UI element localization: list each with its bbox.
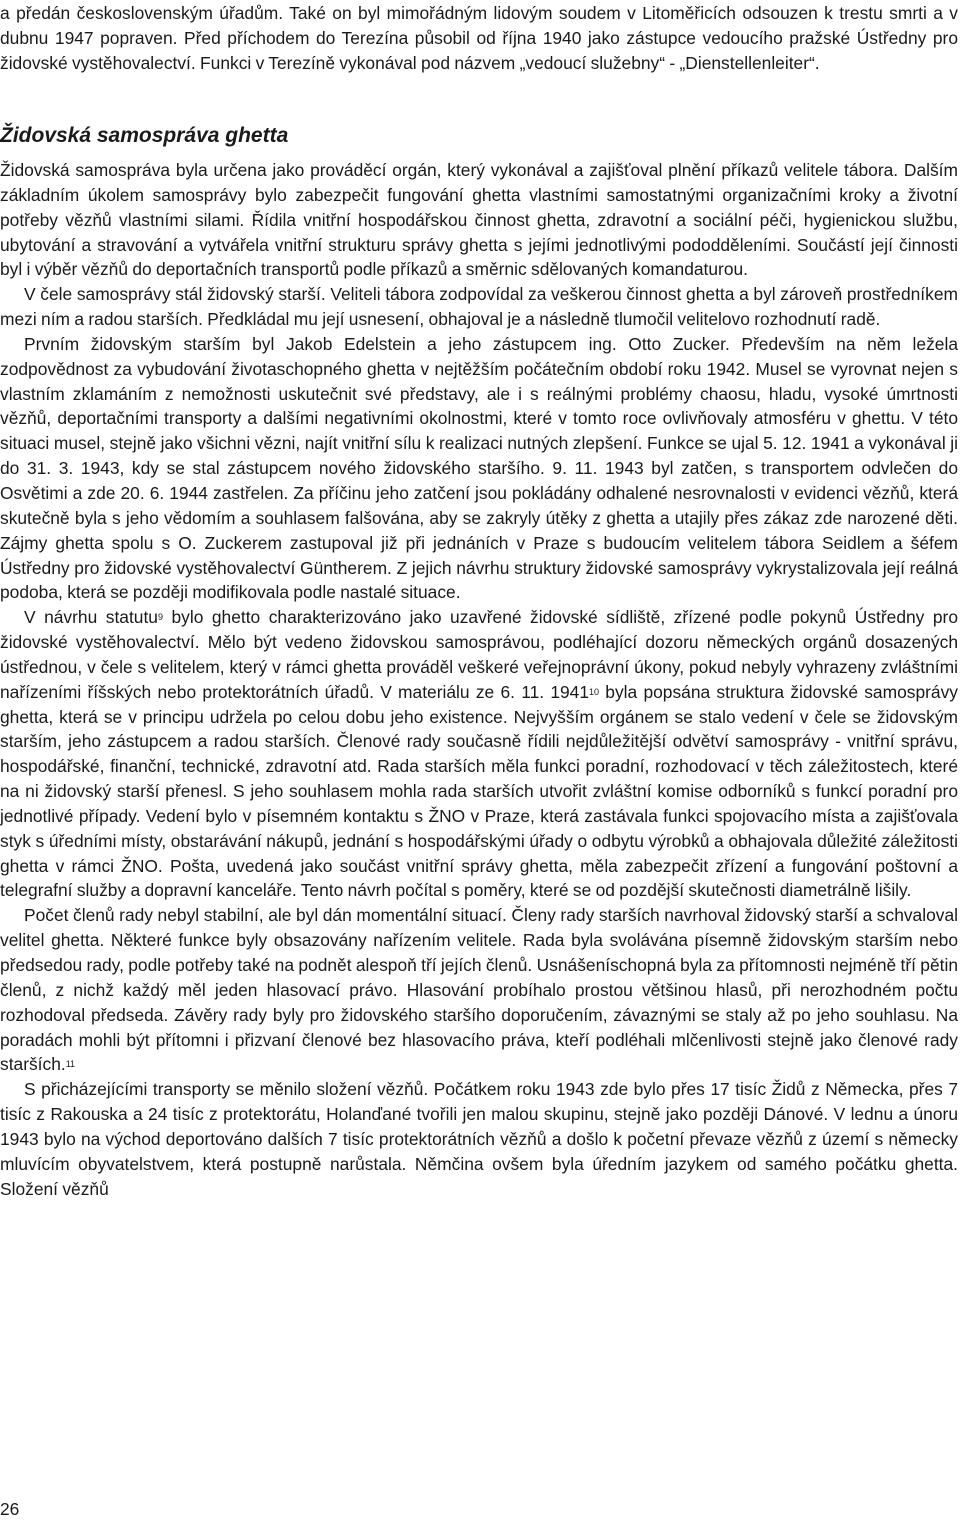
intro-text: a předán československým úřadům. Také on byl mimořádným lidovým soudem v Litoměřicích odsouzen k trestu smrti a v dubnu 1947 popraven. Před příchodem do Terezína působil od října 1940 jako zástupce vedoucího pražské Ústředny pro židovské vystěhovalectví. Funkci v Terezíně vykonával pod názvem „vedoucí služebny“ - „Dienstellenleiter“. xyxy=(0,3,958,73)
paragraph-5 xyxy=(0,903,958,1077)
page-number: 26 xyxy=(0,1499,20,1519)
footnote-ref-10: 10 xyxy=(589,686,600,697)
paragraph-4-part-c: byla popsána struktura židovské samosprávy ghetta, která se v principu udržela po celou dobu jeho existence. Nejvyšším orgánem se stalo vedení v čele se židovským starším, jeho zástupcem a radou starších. Členové rady současně řídili nejdůležitější odvětví samosprávy - vnitřní správu, hospodářské, finanční, technické, zdravotní atd. Rada starších měla funkci poradní, rozhodovací v těch záležitostech, které na ni židovský starší přenesl. S jeho souhlasem mohla rada starších utvořit zvláštní komise odborníků s funkcí poradní pro jednotlivé případy. Vedení bylo v písemném kontaktu s ŽNO v Praze, která zastávala funkci spojovacího místa a zajišťovala styk s úředními místy, obstarávání nákupů, jednání s hospodářskými úřady o odbytu výrobků a obhajovala důležité záležitosti ghetta v rámci ŽNO. Pošta, uvedená jako součást vnitřní správy ghetta, měla zabezpečit zřízení a fungování poštovní a telegrafní služby a dopravní kanceláře. Tento návrh počítal s poměry, které se od pozdější skutečnosti diametrálně lišily. xyxy=(0,681,958,901)
paragraph-3: Prvním židovským starším byl Jakob Edelstein a jeho zástupcem ing. Otto Zucker. Především na něm ležela zodpovědnost za vybudování životaschopného ghetta v nejtěžším počátečním období roku 1942. Musel se vyrovnat nejen s vlastním zklamáním z nemožnosti uskutečnit své představy, ale i s reálnými problémy chaosu, hladu, vysoké úmrtnosti vězňů, deportačními transporty a dalšími negativními okolnostmi, které v tomto roce ovlivňovaly atmosféru v ghettu. V této situaci musel, stejně jako všichni vězni, najít vnitřní sílu k realizaci nutných zlepšení. Funkce se ujal 5. 12. 1941 a vykonával ji do 31. 3. 1943, kdy se stal zástupcem nového židovského staršího. 9. 11. 1943 byl zatčen, s transportem odvlečen do Osvětimi a zde 20. 6. 1944 zastřelen. Za příčinu jeho zatčení jsou pokládány odhalené nesrovnalosti v evidenci vězňů, která skutečně byla s jeho vědomím a souhlasem falšována, aby se zakryly útěky z ghetta a utajily přes zákaz zde narozené děti. Zájmy ghetta spolu s O. Zuckerem zastupoval již při jednáních v Praze s budoucím velitelem tábora Seidlem a šéfem Ústředny pro židovské vystěhovalectví Güntherem. Z jejich návrhu struktury židovské samosprávy vykrystalizovala její reálná podoba, která se později modifikovala podle nastalé situace. xyxy=(0,333,958,603)
intro-paragraph xyxy=(0,1,958,76)
paragraph-4-part-b: bylo ghetto charakterizováno jako uzavřené židovské sídliště, zřízené podle pokynů Ústředny pro židovské vystěhovalectví. Mělo být vedeno židovskou samosprávou, podléhající dozoru německých orgánů dosazených ústřednou, v čele s velitelem, který v rámci ghetta prováděl veškeré veřejnoprávní úkony, pokud nebyly vyhrazeny zvláštními nařízeními říšských nebo protektorátních úřadů. V materiálu ze 6. 11. 1941 xyxy=(0,607,958,702)
paragraph-4-part-a: V návrhu statutu xyxy=(24,607,158,628)
paragraph-5-text: Počet členů rady nebyl stabilní, ale byl dán momentální situací. Členy rady starších navrhoval židovský starší a schvaloval velitel ghetta. Některé funkce byly obsazovány nařízením velitele. Rada byla svolávána písemně židovským starším nebo předsedou rady, podle potřeby také na podnět alespoň tří jejích členů. Usnášeníschopná byla za přítomnosti nejméně tří pětin členů, z nichž každý měl jeden hlasovací právo. Hlasování probíhalo prostou většinou hlasů, při nerozhodném počtu rozhodoval předseda. Závěry rady byly pro židovského staršího doporučením, závaznými se staly až po jeho souhlasu. Na poradách mohli být přítomni i přizvaní členové bez hlasovacího práva, kteří podléhali mlčenlivosti stejně jako členové rady starších. xyxy=(0,905,958,1075)
paragraph-6: S přicházejícími transporty se měnilo složení vězňů. Počátkem roku 1943 zde bylo přes 17 tisíc Židů z Německa, přes 7 tisíc z Rakouska a 24 tisíc z protektorátu, Holanďané tvořili jen malou skupinu, stejně jako později Dánové. V lednu a únoru 1943 bylo na východ deportováno dalších 7 tisíc protektorátních vězňů a došlo k početní převaze vězňů z území s německy mluvícím obyvatelstvem, která postupně narůstala. Němčina ovšem byla úředním jazykem od samého počátku ghetta. Složení vězňů xyxy=(0,1079,958,1199)
footnote-ref-9: 9 xyxy=(157,612,163,623)
paragraph-2: V čele samosprávy stál židovský starší. Veliteli tábora zodpovídal za veškerou činnost ghetta a byl zároveň prostředníkem mezi ním a radou starších. Předkládal mu její usnesení, obhajoval je a následně tlumočil velitelovo rozhodnutí radě. xyxy=(0,284,958,330)
paragraph-4 xyxy=(0,605,958,903)
paragraph-1: Židovská samospráva byla určena jako prováděcí orgán, který vykonával a zajišťoval plnění příkazů velitele tábora. Dalším základním úkolem samosprávy bylo zabezpečit fungování ghetta vlastními samostatnými organizačními kroky a životní potřeby vězňů vlastními silami. Řídila vnitřní hospodářskou činnost ghetta, zdravotní a sociální péči, hygienickou službu, ubytování a stravování a vytvářela vnitřní strukturu správy ghetta s jejími jednotlivými pododděleními. Součástí její činnosti byl i výběr vězňů do deportačních transportů podle příkazů a směrnic sdělovaných komandaturou. xyxy=(0,160,958,280)
section-body xyxy=(0,158,958,1201)
footnote-ref-11: 11 xyxy=(65,1059,76,1070)
section-title: Židovská samospráva ghetta xyxy=(0,124,289,147)
